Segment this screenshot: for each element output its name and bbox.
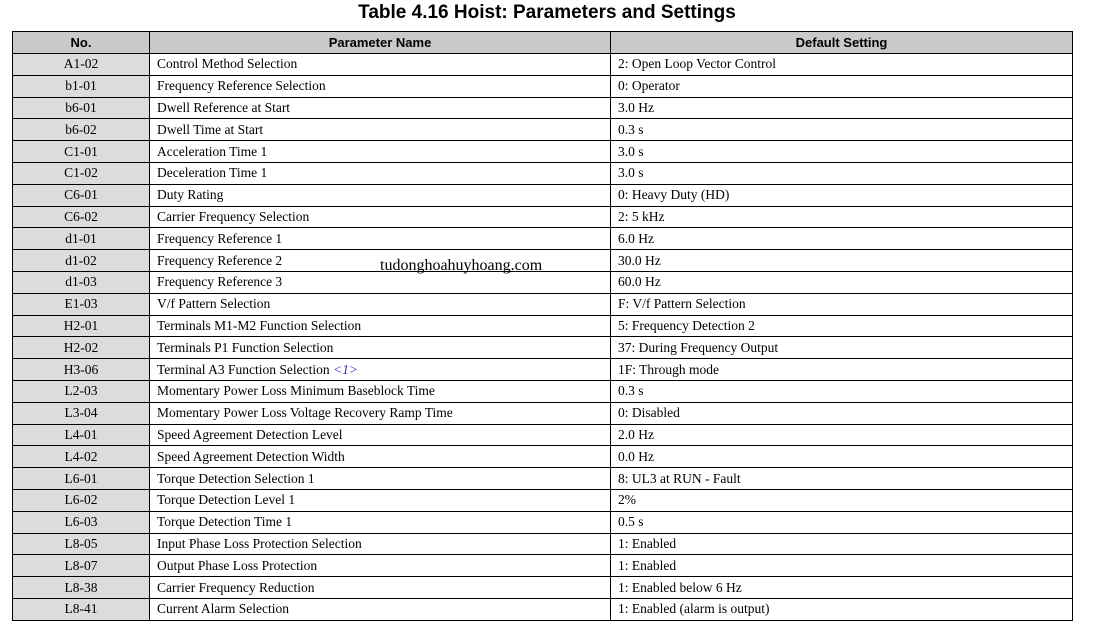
default-setting: 3.0 s (611, 141, 1073, 163)
parameter-name (150, 97, 611, 119)
default-setting: 0: Heavy Duty (HD) (611, 184, 1073, 206)
table-row (13, 75, 1073, 97)
parameter-number: b6-02 (13, 119, 150, 141)
table-row (13, 468, 1073, 490)
default-setting: 6.0 Hz (611, 228, 1073, 250)
default-setting: 3.0 s (611, 162, 1073, 184)
parameter-number: L8-41 (13, 598, 150, 620)
parameter-name (150, 598, 611, 620)
parameter-number: L6-01 (13, 468, 150, 490)
parameter-name (150, 119, 611, 141)
parameter-number: b1-01 (13, 75, 150, 97)
parameter-name (150, 337, 611, 359)
default-setting: 0: Operator (611, 75, 1073, 97)
parameter-number: L3-04 (13, 402, 150, 424)
footnote-reference-link[interactable]: <1> (333, 361, 359, 377)
parameter-name-text: Torque Detection Level 1 (157, 492, 296, 508)
parameter-name-text: Frequency Reference Selection (157, 78, 326, 94)
table-row (13, 555, 1073, 577)
parameter-name-text: Terminals P1 Function Selection (157, 339, 334, 355)
default-setting: 2: Open Loop Vector Control (611, 54, 1073, 76)
parameter-name-text: Output Phase Loss Protection (157, 557, 318, 573)
default-setting: 1: Enabled below 6 Hz (611, 577, 1073, 599)
default-setting: 2: 5 kHz (611, 206, 1073, 228)
table-row (13, 577, 1073, 599)
table-row (13, 533, 1073, 555)
parameter-name-text: Momentary Power Loss Voltage Recovery Ramp Time (157, 405, 453, 421)
table-row (13, 446, 1073, 468)
parameter-name (150, 141, 611, 163)
table-row (13, 184, 1073, 206)
parameter-name-text: Frequency Reference 1 (157, 230, 283, 246)
table-row (13, 598, 1073, 620)
table-row (13, 511, 1073, 533)
default-setting: 37: During Frequency Output (611, 337, 1073, 359)
parameter-name (150, 359, 611, 381)
table-row (13, 206, 1073, 228)
parameter-number: E1-03 (13, 293, 150, 315)
parameter-name (150, 468, 611, 490)
table-row (13, 424, 1073, 446)
table-row (13, 271, 1073, 293)
parameter-number: L6-02 (13, 489, 150, 511)
parameter-name-text: Dwell Time at Start (157, 121, 264, 137)
parameter-name-text: Carrier Frequency Selection (157, 208, 310, 224)
default-setting: 30.0 Hz (611, 250, 1073, 272)
parameter-name (150, 402, 611, 424)
parameter-number: L6-03 (13, 511, 150, 533)
parameter-name (150, 380, 611, 402)
default-setting: 0.0 Hz (611, 446, 1073, 468)
parameter-name-text: V/f Pattern Selection (157, 296, 271, 312)
parameter-name (150, 424, 611, 446)
watermark: tudonghoahuyhoang.com (380, 257, 543, 274)
table-row (13, 141, 1073, 163)
default-setting: 0.3 s (611, 119, 1073, 141)
parameter-name (150, 533, 611, 555)
parameter-number: d1-02 (13, 250, 150, 272)
parameter-name-text: Current Alarm Selection (157, 601, 289, 617)
parameter-name (150, 162, 611, 184)
table-row (13, 97, 1073, 119)
parameter-name (150, 184, 611, 206)
table-row (13, 250, 1073, 272)
table-row (13, 337, 1073, 359)
parameter-name (150, 489, 611, 511)
parameter-name (150, 446, 611, 468)
parameter-name-text: Frequency Reference 2 (157, 252, 283, 268)
parameter-number: L8-38 (13, 577, 150, 599)
parameter-name-text: Terminals M1-M2 Function Selection (157, 317, 362, 333)
table-header-row (13, 32, 1073, 54)
parameter-name-text: Deceleration Time 1 (157, 165, 268, 181)
parameter-name (150, 75, 611, 97)
default-setting: 0: Disabled (611, 402, 1073, 424)
default-setting: 2.0 Hz (611, 424, 1073, 446)
table-row (13, 489, 1073, 511)
parameter-name (150, 228, 611, 250)
table-row (13, 228, 1073, 250)
default-setting: 5: Frequency Detection 2 (611, 315, 1073, 337)
parameter-number: L8-05 (13, 533, 150, 555)
parameter-name-text: Duty Rating (157, 187, 224, 203)
parameter-number: C1-02 (13, 162, 150, 184)
parameter-name (150, 54, 611, 76)
parameter-name-text: Carrier Frequency Reduction (157, 579, 315, 595)
parameter-name (150, 206, 611, 228)
default-setting: 3.0 Hz (611, 97, 1073, 119)
table-row (13, 119, 1073, 141)
default-setting: 1: Enabled (alarm is output) (611, 598, 1073, 620)
parameter-number: d1-03 (13, 271, 150, 293)
table-row (13, 315, 1073, 337)
parameter-name-text: Acceleration Time 1 (157, 143, 268, 159)
parameter-number: L4-02 (13, 446, 150, 468)
parameter-number: L2-03 (13, 380, 150, 402)
parameter-number: H2-02 (13, 337, 150, 359)
default-setting: 1: Enabled (611, 555, 1073, 577)
parameter-name (150, 511, 611, 533)
table-row (13, 402, 1073, 424)
parameter-name-text: Control Method Selection (157, 56, 298, 72)
table-title: Table 4.16 Hoist: Parameters and Settings (358, 2, 736, 23)
table-row (13, 54, 1073, 76)
parameter-name (150, 315, 611, 337)
parameter-name-text: Speed Agreement Detection Width (157, 448, 345, 464)
default-setting: 0.3 s (611, 380, 1073, 402)
table-row (13, 293, 1073, 315)
table-row (13, 380, 1073, 402)
parameter-number: H3-06 (13, 359, 150, 381)
parameter-name (150, 293, 611, 315)
parameter-name-text: Momentary Power Loss Minimum Baseblock Time (157, 383, 435, 399)
parameter-number: A1-02 (13, 54, 150, 76)
default-setting: 1F: Through mode (611, 359, 1073, 381)
parameter-name (150, 555, 611, 577)
default-setting: F: V/f Pattern Selection (611, 293, 1073, 315)
parameter-name-text: Input Phase Loss Protection Selection (157, 535, 362, 551)
parameter-number: C6-02 (13, 206, 150, 228)
parameters-table (12, 31, 1073, 621)
parameter-name-text: Speed Agreement Detection Level (157, 426, 343, 442)
parameter-number: L4-01 (13, 424, 150, 446)
parameter-name-text: Torque Detection Time 1 (157, 514, 293, 530)
parameter-name (150, 577, 611, 599)
table-row (13, 162, 1073, 184)
header-parameter-name: Parameter Name (150, 32, 611, 54)
parameter-number: b6-01 (13, 97, 150, 119)
parameter-number: L8-07 (13, 555, 150, 577)
parameter-name-text: Frequency Reference 3 (157, 274, 283, 290)
parameter-number: C1-01 (13, 141, 150, 163)
parameter-name-text: Terminal A3 Function Selection (157, 361, 330, 377)
parameter-number: C6-01 (13, 184, 150, 206)
parameter-number: d1-01 (13, 228, 150, 250)
default-setting: 8: UL3 at RUN - Fault (611, 468, 1073, 490)
parameter-name-text: Dwell Reference at Start (157, 99, 291, 115)
default-setting: 1: Enabled (611, 533, 1073, 555)
header-default-setting: Default Setting (611, 32, 1073, 54)
default-setting: 60.0 Hz (611, 271, 1073, 293)
header-no: No. (13, 32, 150, 54)
default-setting: 2% (611, 489, 1073, 511)
parameter-number: H2-01 (13, 315, 150, 337)
table-row (13, 359, 1073, 381)
parameter-name-text: Torque Detection Selection 1 (157, 470, 315, 486)
default-setting: 0.5 s (611, 511, 1073, 533)
